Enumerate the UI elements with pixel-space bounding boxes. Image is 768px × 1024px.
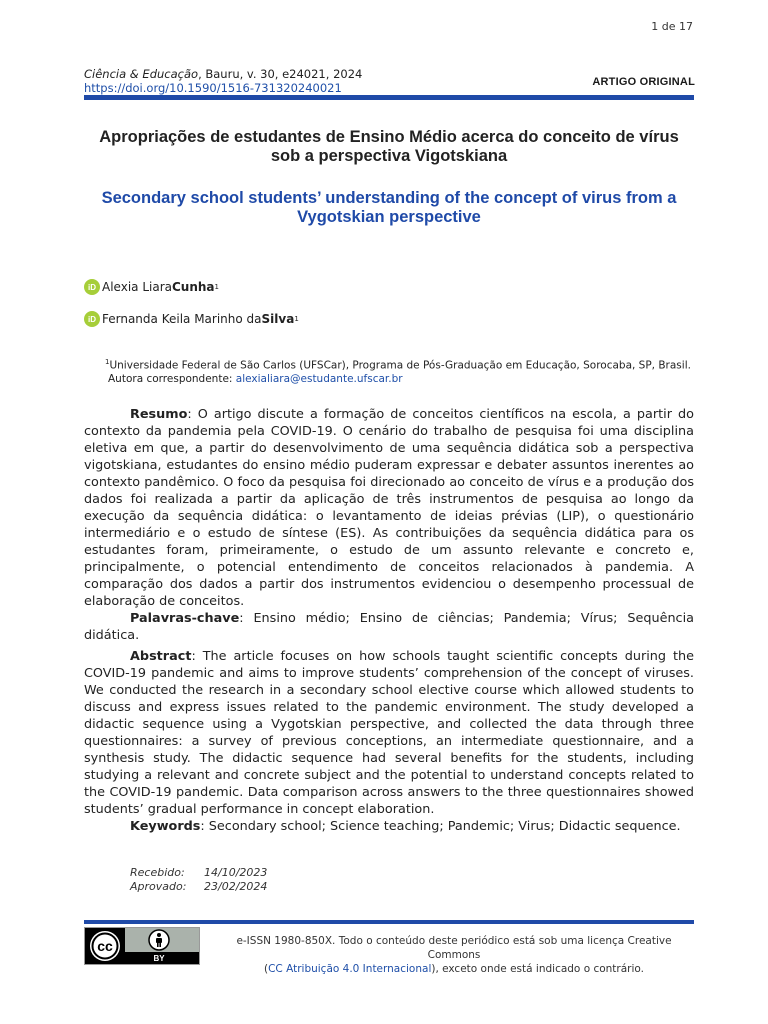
author-given-name: Alexia Liara <box>102 280 172 294</box>
corresponding-email-link[interactable]: alexialiara@estudante.ufscar.br <box>235 372 403 385</box>
license-line-2: ), exceto onde está indicado o contrário. <box>431 963 644 975</box>
approved-label: Aprovado: <box>130 880 187 893</box>
keywords-text: : Secondary school; Science teaching; Pandemic; Virus; Didactic sequence. <box>200 819 681 834</box>
title-english: Secondary school students’ understanding of the concept of virus from a Vygotskian perspective <box>101 189 677 226</box>
cc-by-logo-graphic <box>85 928 199 964</box>
license-line-1: e-ISSN 1980-850X. Todo o conteúdo deste periódico está sob uma licença Creative Commons <box>236 935 672 961</box>
author-2 <box>84 311 299 327</box>
resumo-section <box>84 406 694 644</box>
license-link[interactable]: CC Atribuição 4.0 Internacional <box>268 963 432 975</box>
journal-name: Ciência & Educação <box>84 67 199 81</box>
journal-citation <box>84 67 362 81</box>
journal-details: , Bauru, v. 30, e24021, 2024 <box>198 67 363 81</box>
resumo-label: Resumo <box>130 407 188 422</box>
affiliation-marker: 1 <box>105 358 110 366</box>
orcid-icon[interactable]: iD <box>84 311 100 327</box>
author-affiliation-marker: 1 <box>214 283 219 291</box>
doi-link[interactable]: https://doi.org/10.1590/1516-731320240021 <box>84 81 342 95</box>
abstract-label: Abstract <box>130 649 192 664</box>
corresponding-label: Autora correspondente: <box>108 372 236 385</box>
cc-text: cc <box>97 938 113 954</box>
page-number: 1 de 17 <box>651 20 693 33</box>
abstract-section <box>84 648 694 835</box>
author-1 <box>84 279 219 295</box>
affiliation-text: Universidade Federal de São Carlos (UFSCar), Programa de Pós-Graduação em Educação, Sorocaba, SP, Brasil. <box>109 359 691 372</box>
author-family-name: Silva <box>261 312 295 326</box>
approved-date: 23/02/2024 <box>204 880 268 893</box>
resumo-text: : O artigo discute a formação de conceitos científicos na escola, a partir do contexto da pandemia pela COVID-19. O cenário do trabalho de pesquisa foi uma disciplina eletiva em que, a partir do desenvolvimento de uma sequência didática sob a perspectiva vigotskiana, estudantes do ensino médio puderam expressar e debater assuntos inerentes ao contexto pandêmico. O foco da pesquisa foi direcionado ao conceito de vírus e a produção dos dados foi realizada a partir da aplicação de três instrumentos de pesquisa ao longo da execução da sequência didática: o levantamento de ideias prévias (LIP), o questionário intermediário e o estudo de síntese (ES). As contribuições da sequência didática para os estudantes foram, primeiramente, o estudo de um assunto relevante e concreto e, principalmente, o potencial entendimento de conceitos relacionados à pandemia. A comparação dos dados a partir dos instrumentos evidenciou o desempenho processual de elaboração de conceitos. <box>84 407 694 609</box>
author-family-name: Cunha <box>171 280 215 294</box>
by-text: BY <box>153 954 165 963</box>
cc-by-license-badge[interactable] <box>84 927 200 965</box>
affiliation-block <box>105 356 691 386</box>
dates-block <box>130 866 267 894</box>
license-text <box>212 934 696 976</box>
abstract-text: : The article focuses on how schools taught scientific concepts during the COVID-19 pandemic and aims to improve students’ comprehension of the concept of viruses. We conducted the research in a secondary school elective course which allowed students to discuss and express issues related to the pandemic environment. The study developed a didactic sequence using a Vygotskian perspective, and collected the data through three questionnaires: a survey of previous conceptions, an intermediate questionnaire, and a synthesis study. The didactic sequence had several benefits for the students, including studying a relevant and concrete subject and the potential to understand concepts related to the COVID-19 pandemic. Data comparison across answers to the three questionnaires showed students’ gradual performance in concept elaboration. <box>84 649 694 817</box>
article-type-label: ARTIGO ORIGINAL <box>592 76 695 88</box>
header-divider <box>84 95 694 100</box>
palavras-chave-text: : Ensino médio; Ensino de ciências; Pandemia; Vírus; Sequência didática. <box>84 611 694 643</box>
footer-divider <box>84 920 694 924</box>
author-given-name: Fernanda Keila Marinho da <box>102 312 262 326</box>
received-label: Recebido: <box>130 866 185 879</box>
title-portuguese: Apropriações de estudantes de Ensino Médio acerca do conceito de vírus sob a perspectiva Vigotskiana <box>99 128 679 165</box>
received-date: 14/10/2023 <box>204 866 268 879</box>
license-open-paren: ( <box>263 963 269 975</box>
orcid-icon[interactable]: iD <box>84 279 100 295</box>
keywords-label: Keywords <box>130 819 201 834</box>
author-affiliation-marker: 1 <box>294 315 299 323</box>
palavras-chave-label: Palavras-chave <box>130 611 240 626</box>
